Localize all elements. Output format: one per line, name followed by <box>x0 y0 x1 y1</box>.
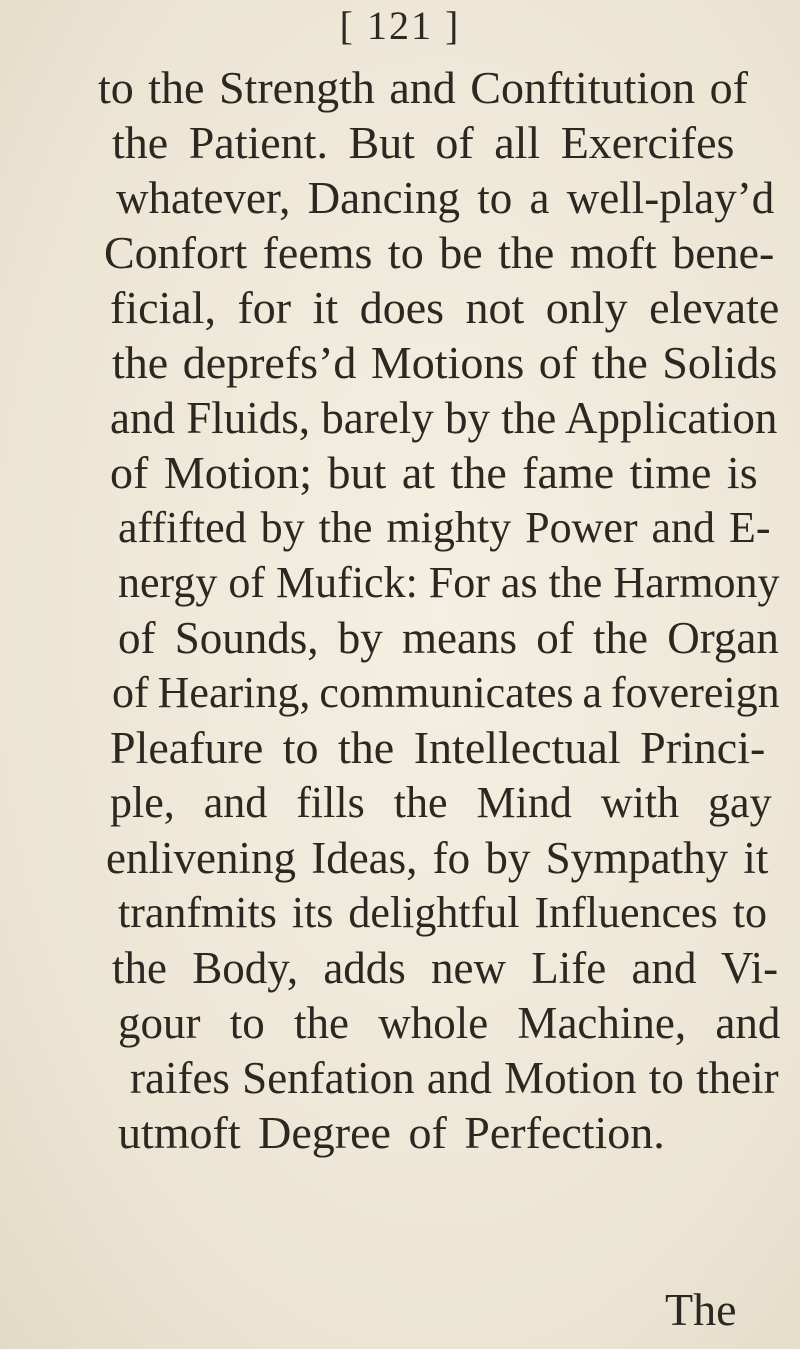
text-line: ple, and fills the Mind with gay <box>110 778 772 827</box>
text-line: to the Strength and Conftitution of <box>98 62 748 113</box>
text-line: ficial, for it does not only elevate <box>110 282 780 333</box>
text-line: Pleafure to the Intellectual Princi- <box>110 722 766 773</box>
page-number: [ 121 ] <box>339 3 461 48</box>
text-line: affifted by the mighty Power and E- <box>118 503 771 552</box>
text-line: the Patient. But of all Exercifes <box>112 117 735 168</box>
text-line: and Fluids, barely by the Application <box>110 393 778 443</box>
text-line: the Body, adds new Life and Vi- <box>112 943 779 993</box>
text-line: of Motion; but at the fame time is <box>110 447 758 498</box>
text-line: of Sounds, by means of the Organ <box>118 613 779 663</box>
text-line: nergy of Mufick: For as the Harmony <box>118 558 780 607</box>
text-line: utmoft Degree of Perfection. <box>118 1107 665 1158</box>
text-line: of Hearing, communicates a fovereign <box>112 668 780 717</box>
text-line: gour to the whole Machine, and <box>118 998 781 1048</box>
text-line: raifes Senfation and Motion to their <box>130 1053 779 1103</box>
text-line: tranfmits its delightful Influences to <box>118 888 767 937</box>
text-line: whatever, Dancing to a well-play’d <box>116 173 775 223</box>
text-line: enlivening Ideas, fo by Sympathy it <box>106 833 769 883</box>
text-line: Confort feems to be the moft bene- <box>104 227 775 278</box>
catchword: The <box>665 1284 737 1335</box>
text-line: the deprefs’d Motions of the Solids <box>112 337 778 388</box>
